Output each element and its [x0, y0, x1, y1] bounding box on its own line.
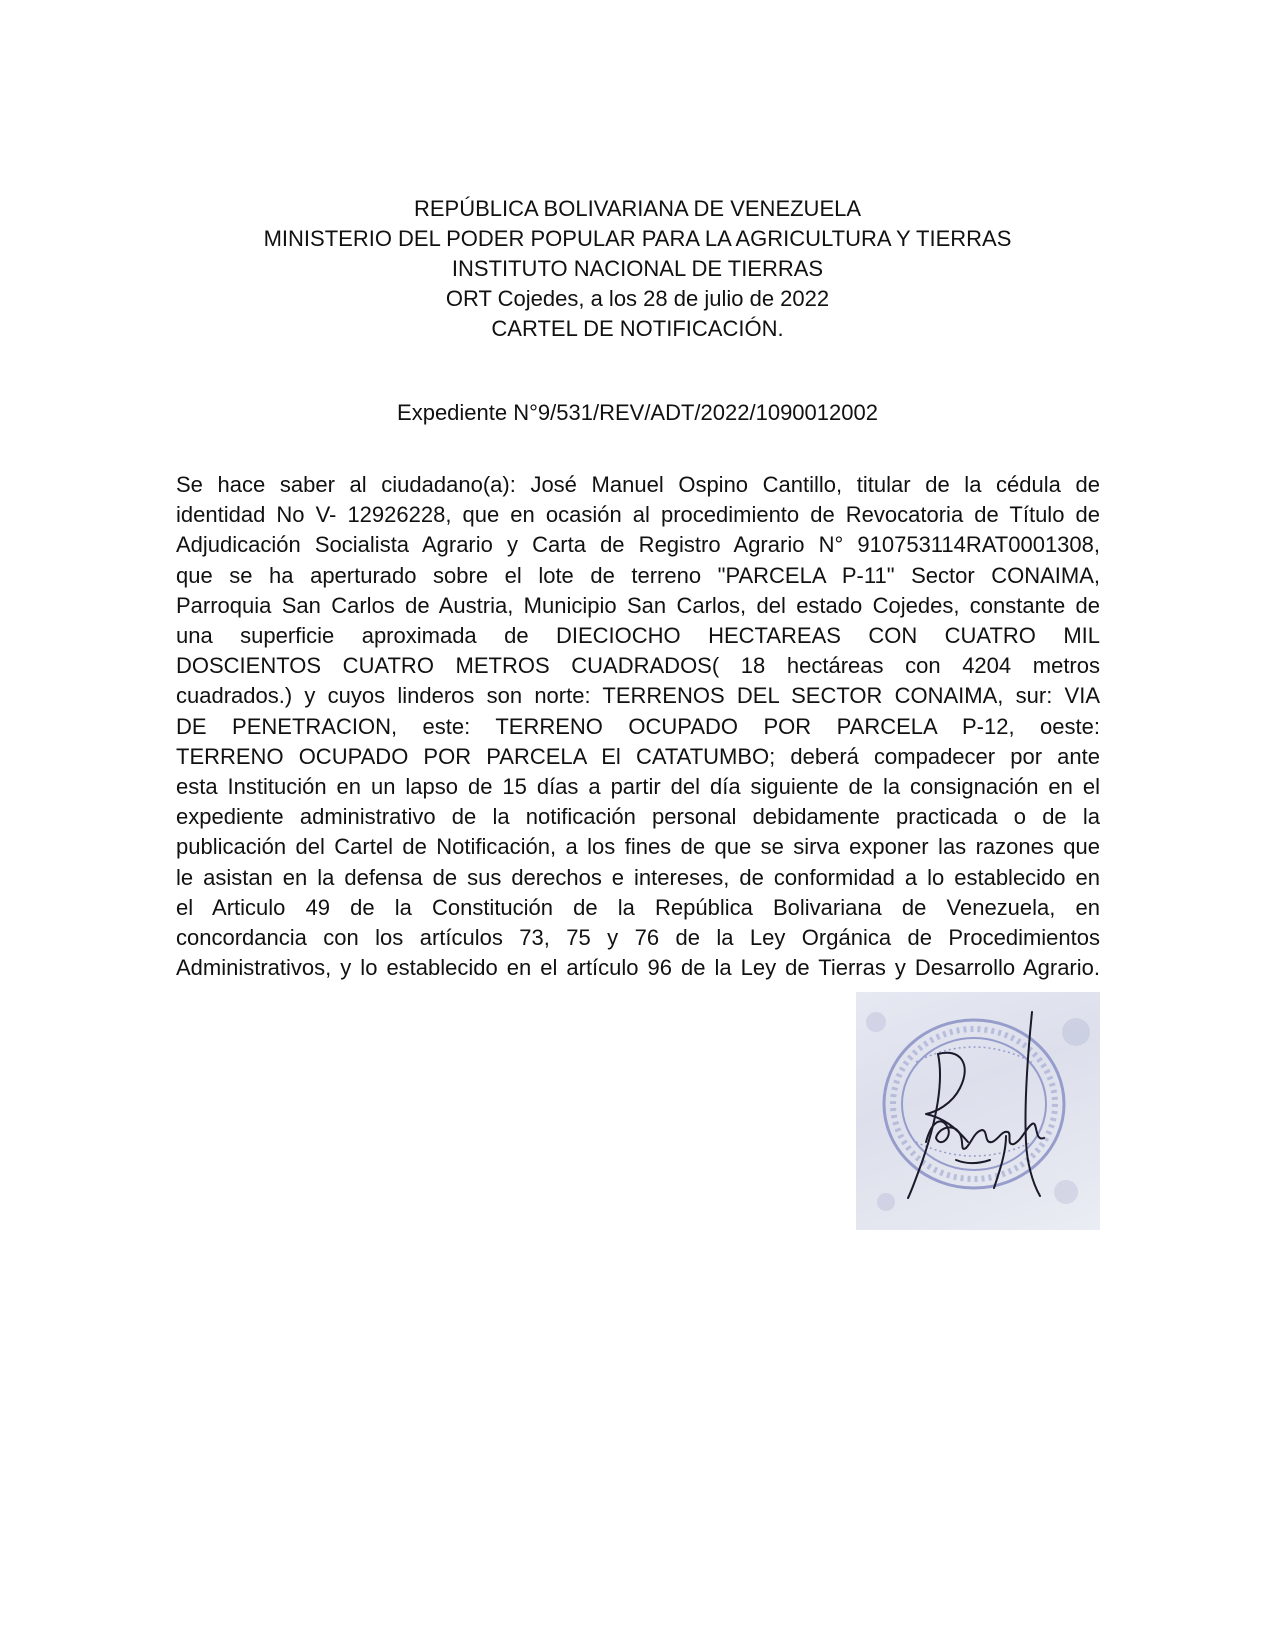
- header-document-title: CARTEL DE NOTIFICACIÓN.: [491, 316, 784, 341]
- body-line: expediente administrativo de la notificación personal debidamente practicada o de la: [176, 804, 1100, 830]
- header-place-date: ORT Cojedes, a los 28 de julio de 2022: [445, 286, 830, 311]
- body-line: Se hace saber al ciudadano(a): José Manuel Ospino Cantillo, titular de la cédula de: [176, 472, 1100, 497]
- body-line: esta Institución en un lapso de 15 días a partir del día siguiente de la consignación en el: [176, 774, 1100, 800]
- body-line: DOSCIENTOS CUATRO METROS CUADRADOS( 18 hectáreas con 4204 metros: [176, 653, 1100, 679]
- header-ministry: MINISTERIO DEL PODER POPULAR PARA LA AGRICULTURA Y TIERRAS: [263, 226, 1012, 251]
- body-line: Parroquia San Carlos de Austria, Municipio San Carlos, del estado Cojedes, constante de: [176, 592, 1100, 618]
- header-republic: REPÚBLICA BOLIVARIANA DE VENEZUELA: [413, 196, 862, 221]
- body-line: Administrativos, y lo establecido en el artículo 96 de la Ley de Tierras y Desarrollo Agrario.: [176, 955, 1100, 981]
- body-line: que se ha aperturado sobre el lote de terreno "PARCELA P-11" Sector CONAIMA,: [176, 562, 1100, 588]
- seal-signature-graphic: [856, 992, 1100, 1230]
- body-line: cuadrados.) y cuyos linderos son norte: TERRENOS DEL SECTOR CONAIMA, sur: VIA: [176, 683, 1100, 709]
- body-line: DE PENETRACION, este: TERRENO OCUPADO POR PARCELA P-12, oeste:: [176, 713, 1100, 739]
- body-line: Adjudicación Socialista Agrario y Carta de Registro Agrario N° 910753114RAT0001308,: [176, 532, 1100, 558]
- case-number: Expediente N°9/531/REV/ADT/2022/1090012002: [397, 400, 878, 425]
- header-institute: INSTITUTO NACIONAL DE TIERRAS: [451, 256, 824, 281]
- body-line: concordancia con los artículos 73, 75 y 76 de la Ley Orgánica de Procedimientos: [176, 925, 1100, 951]
- official-seal-with-signature-icon: [856, 992, 1100, 1230]
- notification-body: [176, 470, 1100, 983]
- body-line: el Articulo 49 de la Constitución de la República Bolivariana de Venezuela, en: [176, 894, 1100, 920]
- body-line: le asistan en la defensa de sus derechos e intereses, de conformidad a lo establecido en: [176, 864, 1100, 890]
- body-line: TERRENO OCUPADO POR PARCELA El CATATUMBO; deberá compadecer por ante: [176, 743, 1100, 769]
- document-header: [0, 194, 1275, 344]
- body-line: una superficie aproximada de DIECIOCHO HECTAREAS CON CUATRO MIL: [176, 623, 1100, 649]
- body-line: publicación del Cartel de Notificación, a los fines de que se sirva exponer las razones que: [176, 834, 1100, 860]
- body-line: identidad No V- 12926228, que en ocasión al procedimiento de Revocatoria de Título de: [176, 502, 1100, 528]
